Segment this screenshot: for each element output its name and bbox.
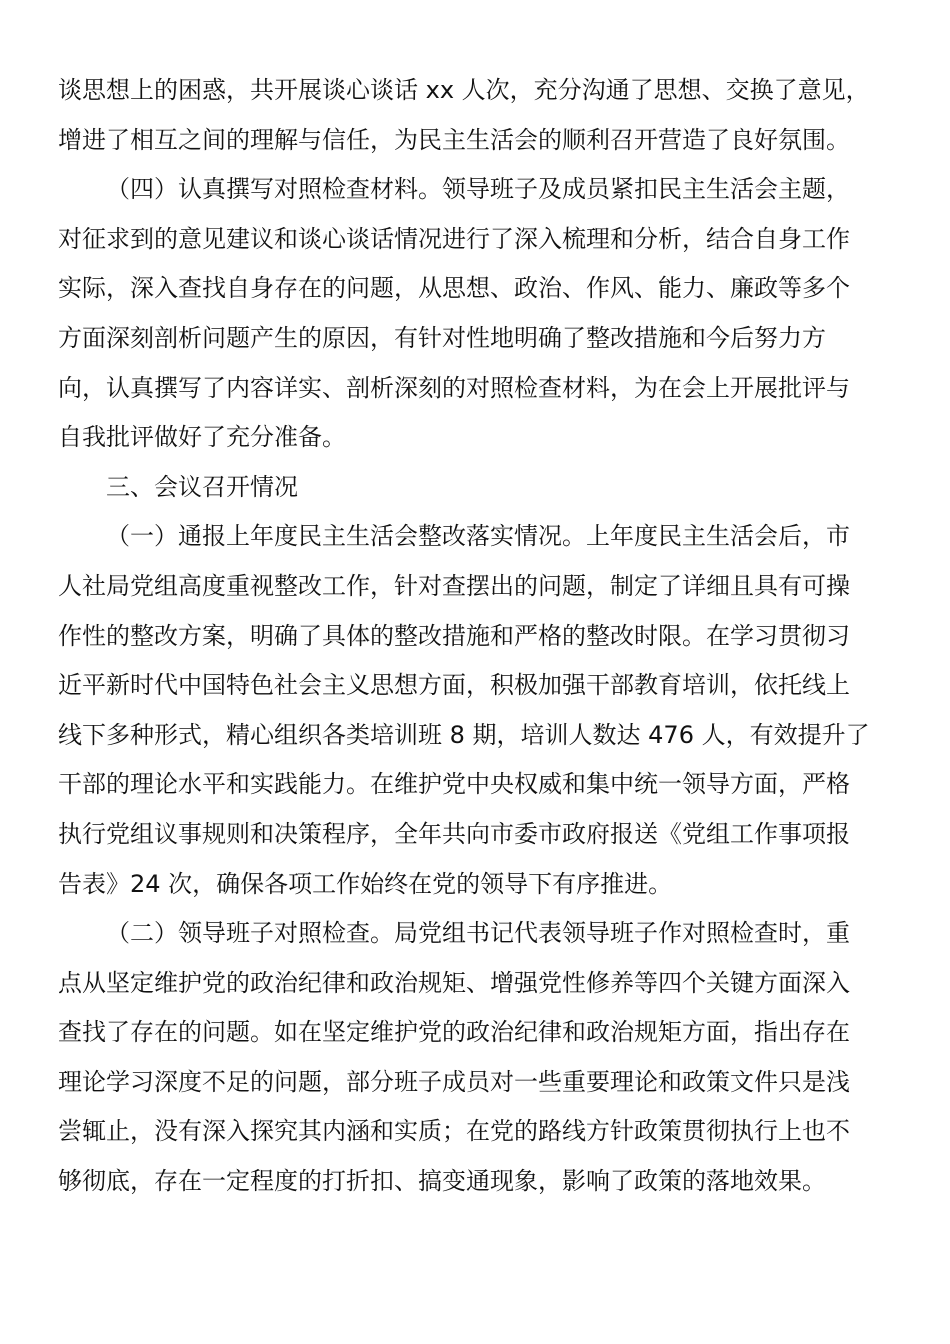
text-line: 线下多种形式，精心组织各类培训班 8 期，培训人数达 476 人，有效提升了 [58, 720, 870, 749]
text-line: 增进了相互之间的理解与信任，为民主生活会的顺利召开营造了良好氛围。 [58, 125, 850, 154]
text-line: 人社局党组高度重视整改工作，针对查摆出的问题，制定了详细且具有可操 [58, 571, 850, 600]
text-line: 作性的整改方案，明确了具体的整改措施和严格的整改时限。在学习贯彻习 [58, 621, 850, 650]
paragraph-section-2-4 [58, 165, 890, 463]
text-line: 尝辄止，没有深入探究其内涵和实质；在党的路线方针政策贯彻执行上也不 [58, 1117, 850, 1146]
text-line: 够彻底，存在一定程度的打折扣、搞变通现象，影响了政策的落地效果。 [58, 1167, 826, 1196]
text-line: 干部的理论水平和实践能力。在维护党中央权威和集中统一领导方面，严格 [58, 770, 850, 799]
text-line: 向，认真撰写了内容详实、剖析深刻的对照检查材料，为在会上开展批评与 [58, 373, 850, 402]
text-line: 自我批评做好了充分准备。 [58, 423, 346, 452]
text-line: 方面深刻剖析问题产生的原因，有针对性地明确了整改措施和今后努力方 [58, 323, 826, 352]
text-line: 理论学习深度不足的问题，部分班子成员对一些重要理论和政策文件只是浅 [58, 1067, 850, 1096]
text-line: 实际，深入查找自身存在的问题，从思想、政治、作风、能力、廉政等多个 [58, 274, 850, 303]
text-line: 谈思想上的困惑，共开展谈心谈话 xx 人次，充分沟通了思想、交换了意见， [58, 76, 870, 104]
paragraph-section-3-1 [58, 512, 890, 909]
text-line: 对征求到的意见建议和谈心谈话情况进行了深入梳理和分析，结合自身工作 [58, 224, 850, 253]
text-line: （一）通报上年度民主生活会整改落实情况。上年度民主生活会后，市 [106, 522, 850, 551]
heading-text: 三、会议召开情况 [106, 472, 298, 501]
text-line: 告表》24 次，确保各项工作始终在党的领导下有序推进。 [58, 869, 673, 898]
text-line: 查找了存在的问题。如在坚定维护党的政治纪律和政治规矩方面，指出存在 [58, 1018, 850, 1047]
text-line: （四）认真撰写对照检查材料。领导班子及成员紧扣民主生活会主题， [106, 175, 850, 204]
document-body [58, 66, 890, 1207]
section-heading [58, 463, 890, 513]
text-line: 近平新时代中国特色社会主义思想方面，积极加强干部教育培训，依托线上 [58, 671, 850, 700]
text-line: 执行党组议事规则和决策程序，全年共向市委市政府报送《党组工作事项报 [58, 819, 850, 848]
paragraph-continuation [58, 66, 890, 165]
text-line: （二）领导班子对照检查。局党组书记代表领导班子作对照检查时，重 [106, 919, 850, 948]
text-line: 点从坚定维护党的政治纪律和政治规矩、增强党性修养等四个关键方面深入 [58, 968, 850, 997]
paragraph-section-3-2 [58, 909, 890, 1207]
